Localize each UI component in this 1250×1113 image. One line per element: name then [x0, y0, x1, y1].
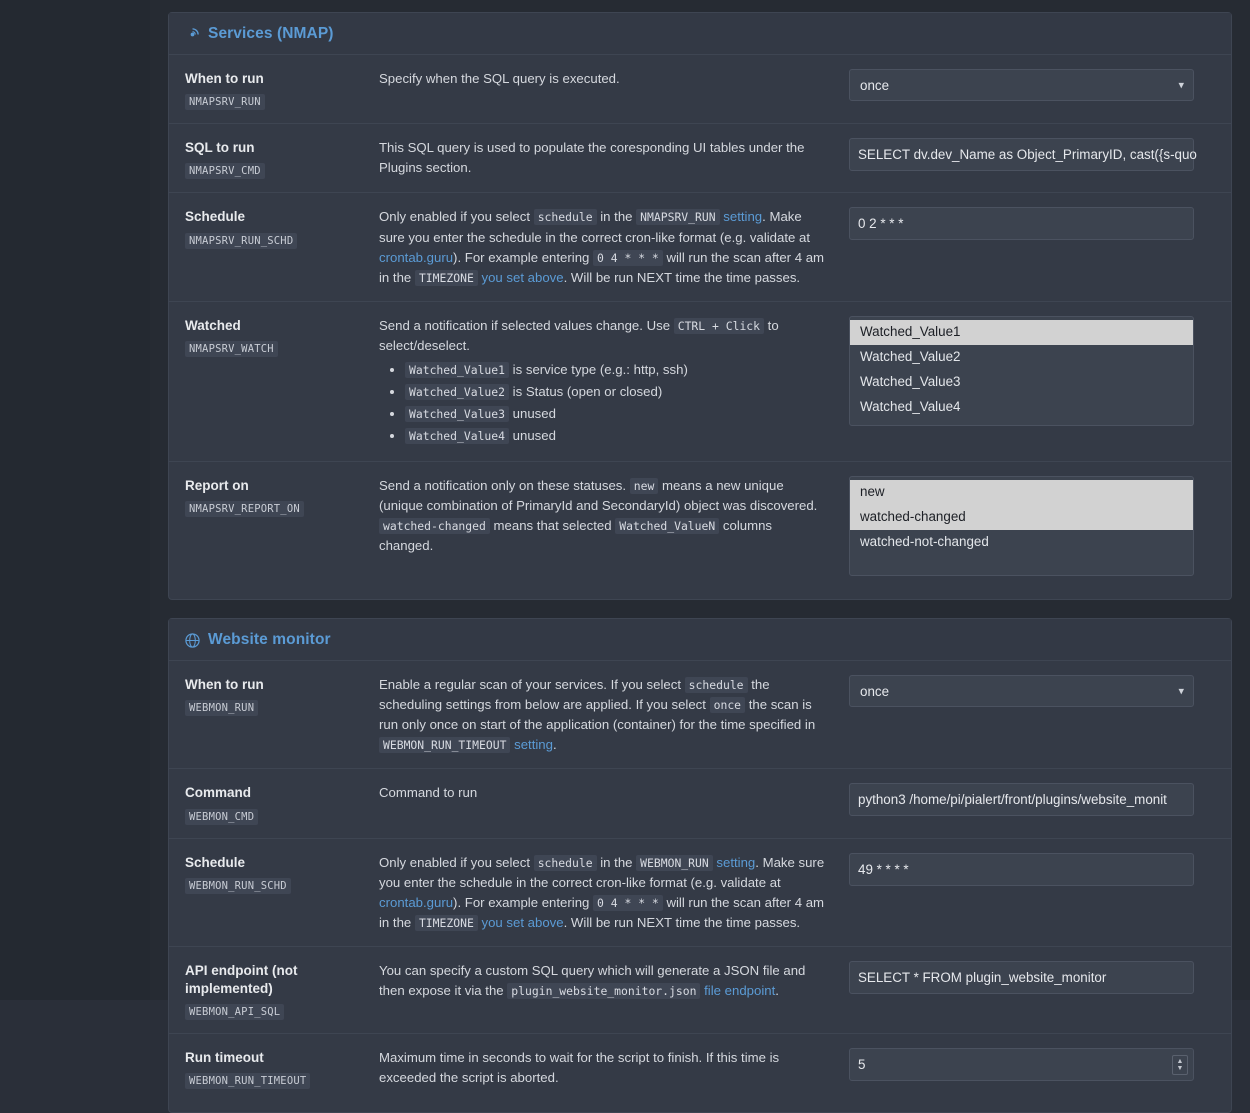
setting-key: WEBMON_RUN_TIMEOUT: [185, 1073, 310, 1089]
setting-key: WEBMON_RUN_SCHD: [185, 878, 291, 894]
setting-label-col: [185, 853, 379, 894]
setting-row: [169, 769, 1231, 838]
setting-label-col: [185, 1048, 379, 1089]
list-option[interactable]: Watched_Value2: [860, 348, 961, 364]
setting-control: [849, 207, 1194, 240]
setting-key: WEBMON_RUN: [185, 700, 258, 716]
setting-description: Enable a regular scan of your services. If you select schedule the scheduling settings from below are applied. If you select once the scan is run only once on start of the application (container) for the time specified in WEBMON_RUN_TIMEOUT setting.: [379, 677, 816, 753]
setting-label: Report on: [185, 478, 249, 494]
input-value: 49 * * * *: [858, 861, 909, 877]
setting-row: [169, 839, 1231, 947]
setting-label-col: [185, 476, 379, 517]
setting-label-col: [185, 675, 379, 716]
setting-control: [849, 476, 1194, 576]
input-value: python3 /home/pi/pialert/front/plugins/website_monit: [858, 792, 1167, 808]
setting-row: [169, 193, 1231, 301]
setting-label: Watched: [185, 317, 241, 333]
setting-label-col: [185, 961, 379, 1020]
section-webmon: [168, 618, 1232, 1113]
setting-description: Only enabled if you select schedule in the NMAPSRV_RUN setting. Make sure you enter the schedule in the correct cron-like format (e.g. validate at crontab.guru). For example entering 0 4 * * * will run the scan after 4 am in the TIMEZONE you set above. Will be run NEXT time the time passes.: [379, 209, 825, 285]
setting-label-col: [185, 138, 379, 179]
input-value: SELECT * FROM plugin_website_monitor: [858, 969, 1107, 985]
setting-key: NMAPSRV_REPORT_ON: [185, 501, 304, 517]
setting-description: Send a notification if selected values change. Use CTRL + Click to select/deselect. • Watched_Value1 is service type (e.g.: http, ssh) • Watched_Value2 is Status (open or closed) • Watched_Value3 unused • Watched_Value4 unused: [379, 316, 849, 448]
section-header: [169, 619, 1231, 661]
setting-key: NMAPSRV_CMD: [185, 163, 265, 179]
setting-label: SQL to run: [185, 140, 255, 156]
list-option[interactable]: watched-changed: [850, 505, 1193, 530]
setting-description: You can specify a custom SQL query which will generate a JSON file and then expose it via the plugin_website_monitor.json file endpoint.: [379, 962, 806, 998]
chevron-down-icon: ▾: [1178, 685, 1184, 698]
section-title: Website monitor: [208, 631, 331, 649]
input-webmon_run_schd[interactable]: [849, 853, 1194, 886]
input-value: 5: [858, 1057, 866, 1073]
setting-row: [169, 302, 1231, 462]
section-header: [169, 13, 1231, 55]
setting-control: [849, 69, 1194, 101]
setting-label: Command: [185, 785, 252, 801]
input-nmapsrv_cmd[interactable]: [849, 138, 1197, 171]
setting-control: [849, 853, 1194, 886]
setting-control: [849, 1048, 1194, 1081]
setting-control: [849, 961, 1194, 994]
setting-key: WEBMON_API_SQL: [185, 1004, 284, 1020]
setting-description: Specify when the SQL query is executed.: [379, 71, 620, 86]
section-rows: [169, 661, 1231, 1112]
setting-control: [849, 675, 1194, 707]
input-nmapsrv_run_schd[interactable]: [849, 207, 1194, 240]
input-value: 0 2 * * *: [858, 216, 904, 232]
list-option[interactable]: Watched_Value3: [860, 373, 961, 389]
sections-root: [150, 12, 1250, 1113]
input-webmon_cmd[interactable]: [849, 783, 1194, 816]
setting-row: [169, 661, 1231, 769]
input-value: SELECT dv.dev_Name as Object_PrimaryID, cast({s-quo: [858, 147, 1197, 163]
setting-label-col: [185, 207, 379, 248]
setting-control: [849, 783, 1194, 816]
setting-label: API endpoint (not implemented): [185, 962, 298, 996]
setting-row: [169, 462, 1231, 589]
number-stepper[interactable]: ▲ ▼: [1172, 1055, 1188, 1075]
globe-icon: [185, 633, 200, 648]
list-option[interactable]: new: [850, 480, 1193, 505]
select-value: once: [860, 77, 890, 93]
setting-label: Schedule: [185, 854, 246, 870]
setting-label: When to run: [185, 71, 264, 86]
input-webmon_run_timeout[interactable]: [849, 1048, 1194, 1081]
setting-row: [169, 55, 1231, 124]
setting-label: Schedule: [185, 209, 246, 225]
section-title: Services (NMAP): [208, 25, 334, 42]
setting-key: NMAPSRV_RUN: [185, 94, 265, 110]
input-webmon_api_sql[interactable]: [849, 961, 1194, 994]
setting-control: [849, 138, 1197, 171]
list-option[interactable]: Watched_Value4: [860, 398, 961, 414]
select-value: once: [860, 683, 890, 699]
section-rows: [169, 55, 1231, 599]
select-nmapsrv_run[interactable]: [849, 69, 1194, 101]
setting-label-col: [185, 783, 379, 824]
setting-description: Only enabled if you select schedule in the WEBMON_RUN setting. Make sure you enter the schedule in the correct cron-like format (e.g. validate at crontab.guru). For example entering 0 4 * * * will run the scan after 4 am in the TIMEZONE you set above. Will be run NEXT time the time passes.: [379, 854, 825, 930]
listbox-nmapsrv_watch[interactable]: [849, 316, 1194, 426]
setting-label: Run timeout: [185, 1050, 264, 1066]
setting-key: NMAPSRV_WATCH: [185, 341, 278, 357]
setting-description: Command to run: [379, 785, 478, 801]
setting-key: NMAPSRV_RUN_SCHD: [185, 233, 297, 249]
chevron-down-icon: ▾: [1178, 79, 1184, 92]
setting-key: WEBMON_CMD: [185, 809, 258, 825]
setting-control: [849, 316, 1194, 426]
setting-label: When to run: [185, 677, 264, 693]
setting-label-col: [185, 316, 379, 357]
setting-description: This SQL query is used to populate the coresponding UI tables under the Plugins section.: [379, 140, 805, 176]
select-webmon_run[interactable]: [849, 675, 1194, 707]
list-option[interactable]: watched-not-changed: [860, 534, 989, 550]
list-option[interactable]: Watched_Value1: [850, 320, 1193, 345]
setting-row: [169, 124, 1231, 193]
section-nmap: [168, 12, 1232, 600]
setting-description: Maximum time in seconds to wait for the script to finish. If this time is exceeded the script is aborted.: [379, 1050, 780, 1086]
settings-content: [150, 0, 1250, 1088]
listbox-nmapsrv_report_on[interactable]: [849, 476, 1194, 576]
setting-row: [169, 947, 1231, 1034]
setting-row: [169, 1034, 1231, 1102]
radar-icon: [185, 27, 200, 42]
setting-description: Send a notification only on these statuses. new means a new unique (unique combination of PrimaryId and SecondaryId) object was discovered. watched-changed means that selected Watched_ValueN columns changed.: [379, 478, 818, 554]
sidebar-gutter: [0, 0, 150, 1000]
setting-label-col: [185, 69, 379, 110]
